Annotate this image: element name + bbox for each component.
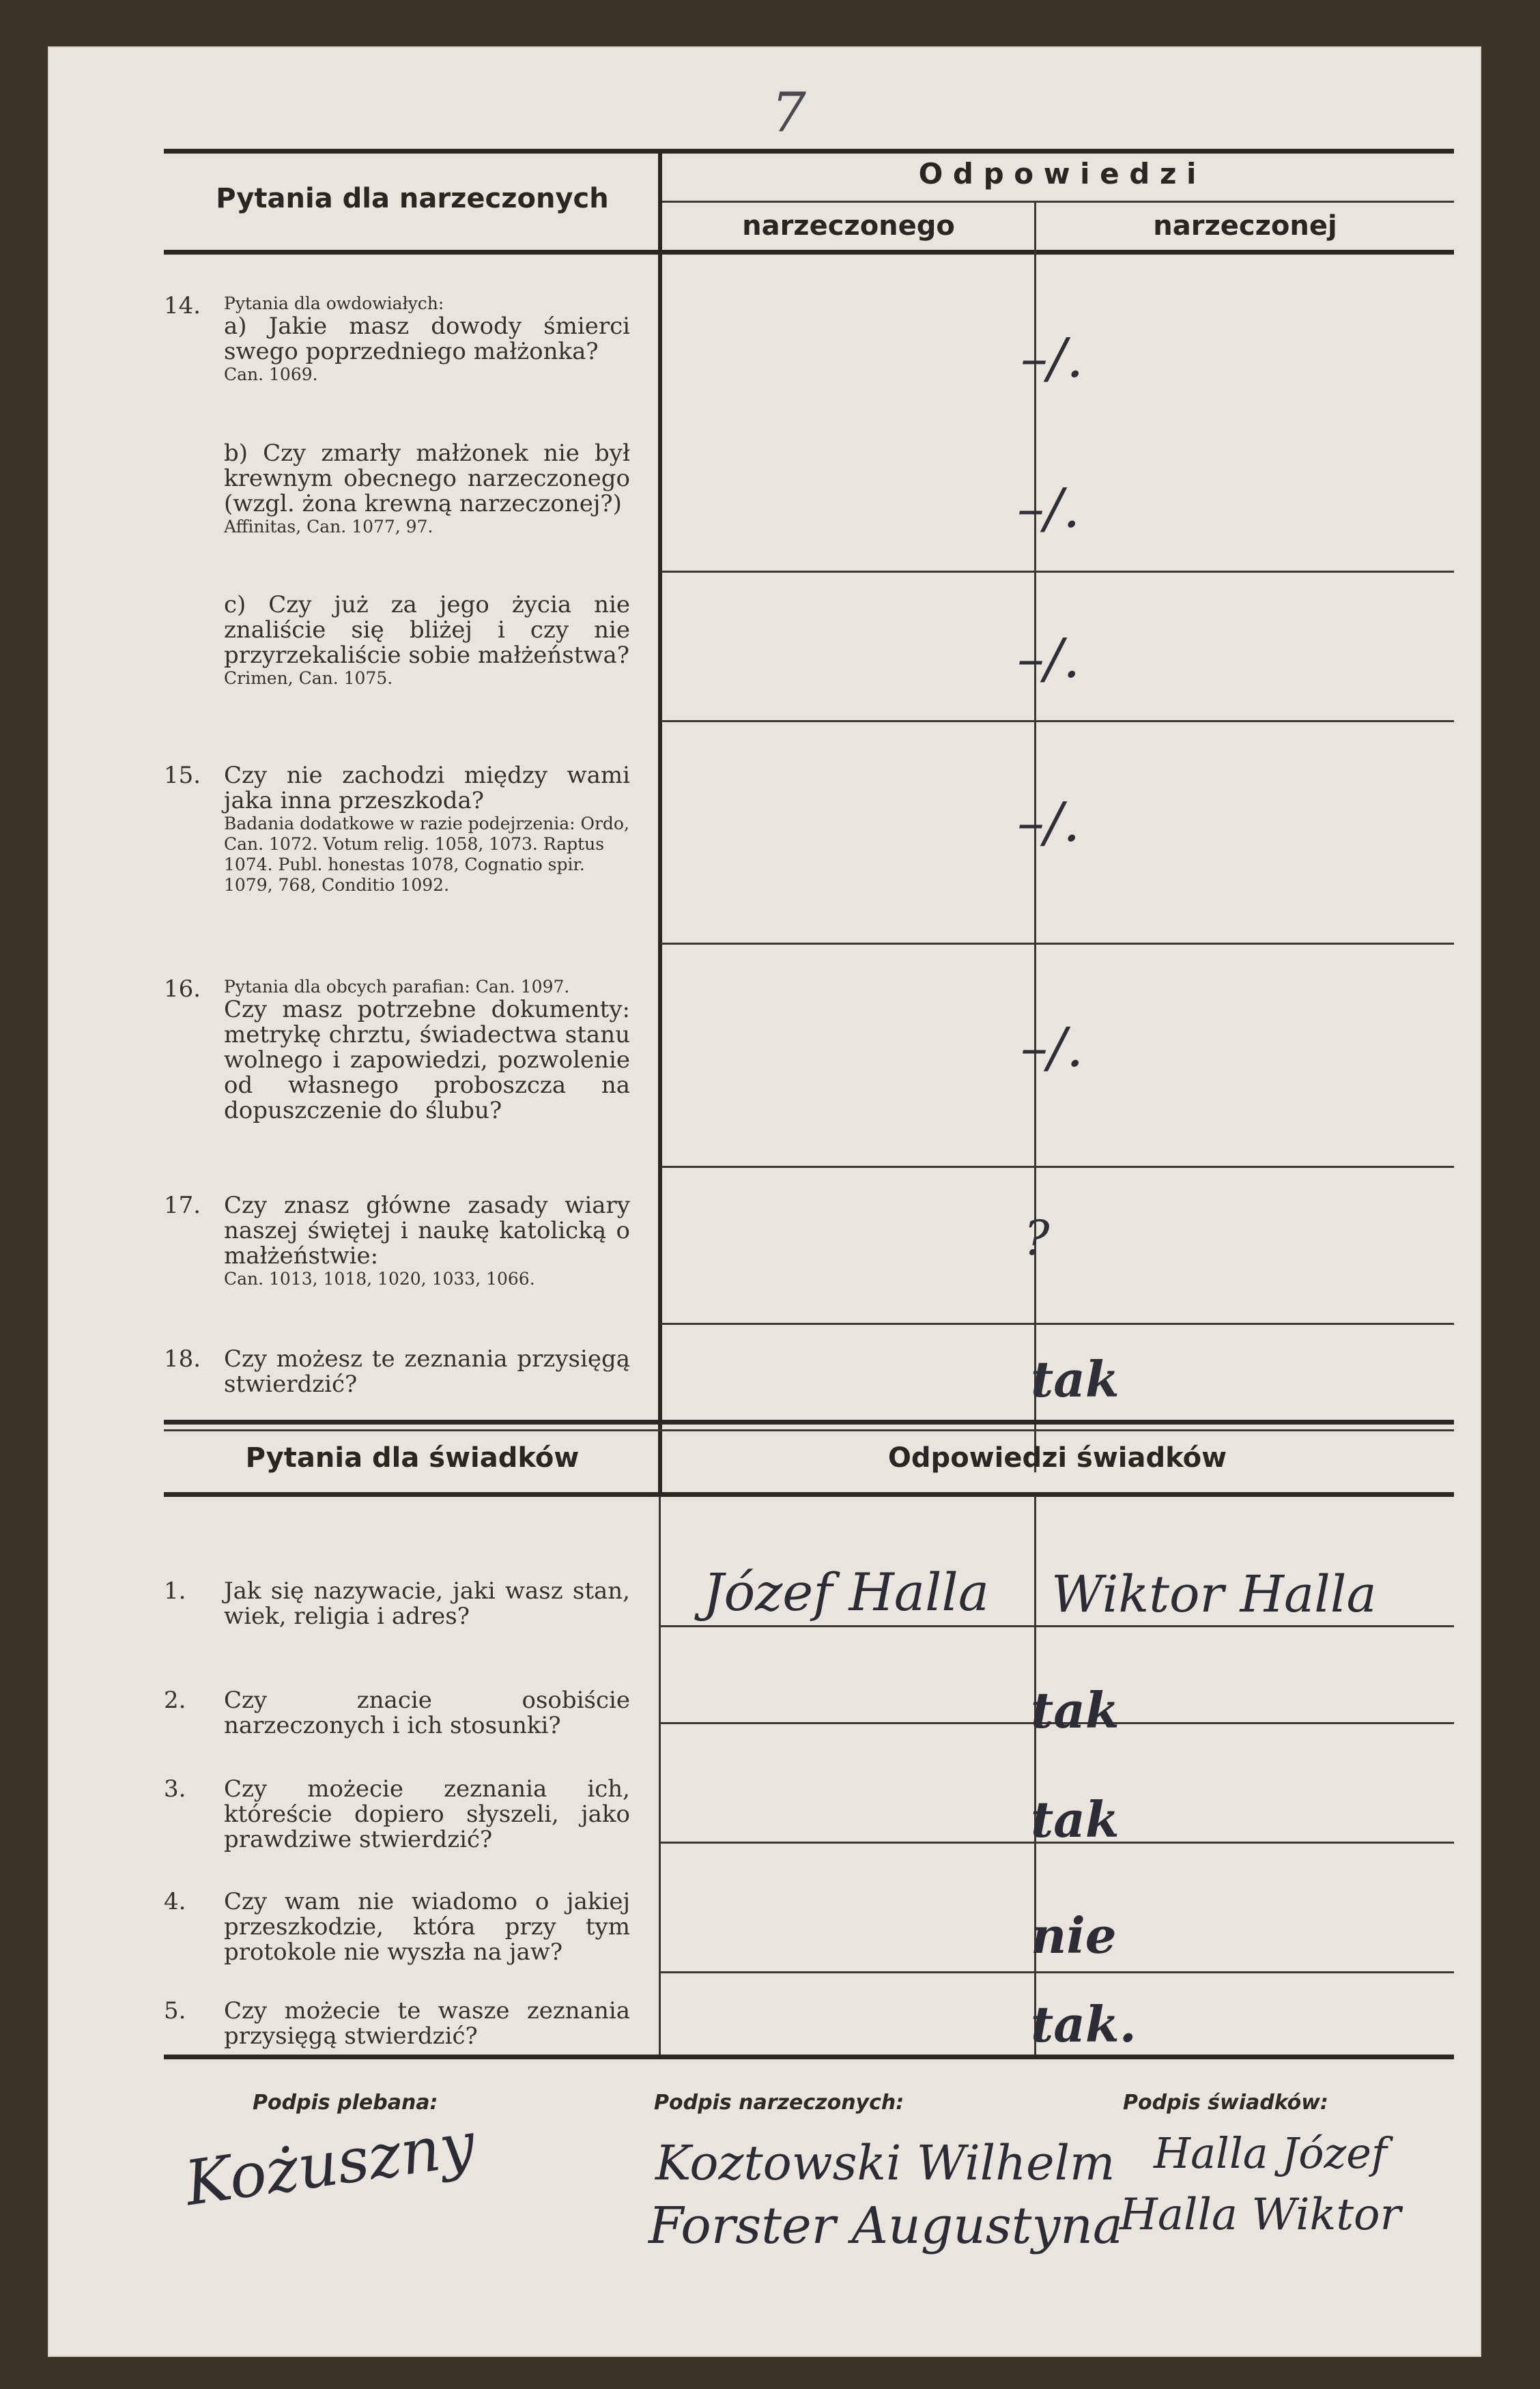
- question-number: 16.: [164, 975, 201, 1003]
- witness-answer-5: tak.: [1031, 1995, 1137, 2053]
- question-number: 2.: [164, 1687, 186, 1714]
- question-canon: Affinitas, Can. 1077, 97.: [224, 517, 433, 537]
- question-18: [164, 1345, 630, 1398]
- witness-bottom-rule: [164, 2055, 1454, 2059]
- main-column-divider-witness-body: [659, 1496, 661, 2059]
- main-column-divider-top: [658, 153, 662, 1477]
- question-canon: Can. 1069.: [224, 364, 318, 384]
- question-text: Czy możesz te zeznania przysięgą stwierdzić?: [224, 1345, 630, 1398]
- question-text: a) Jakie masz dowody śmierci swego poprzedniego małżonka?: [224, 313, 630, 365]
- witness-question-5: [164, 1997, 630, 2050]
- witness-question-2: [164, 1687, 630, 1739]
- question-14b: [224, 441, 630, 537]
- witness-questions-title: Pytania dla świadków: [245, 1442, 580, 1474]
- question-note: Pytania dla obcych parafian: Can. 1097.: [224, 977, 570, 997]
- witness-answer-3: tak: [1031, 1790, 1120, 1848]
- header-top-rule: [164, 149, 1454, 154]
- witness-question-4: [164, 1888, 630, 1966]
- question-text: Jak się nazywacie, jaki wasz stan, wiek, religia i adres?: [224, 1577, 630, 1630]
- witness-top-rule-2: [164, 1429, 1454, 1431]
- header-bottom-rule: [164, 250, 1454, 255]
- witness-signature-label: Podpis świadków:: [1123, 2091, 1328, 2115]
- question-text: Czy możecie zeznania ich, któreście dopiero słyszeli, jako prawdziwe stwierdzić?: [224, 1775, 630, 1853]
- answer-18: tak: [1031, 1350, 1120, 1408]
- question-text: Czy możecie te wasze zeznania przysięgą stwierdzić?: [224, 1997, 630, 2050]
- witness-top-rule: [164, 1420, 1454, 1425]
- witness-question-3: [164, 1775, 630, 1853]
- couple-signature-label: Podpis narzeczonych:: [654, 2091, 904, 2115]
- witness-answer-1-right: Wiktor Halla: [1051, 1565, 1377, 1624]
- couple-signature-1: Koztowski Wilhelm: [655, 2135, 1115, 2191]
- question-number: 14.: [164, 292, 201, 319]
- priest-signature: Kożuszny: [180, 2108, 480, 2220]
- row-sep: [661, 943, 1454, 945]
- question-text: Czy nie zachodzi między wami jaka inna przeszkoda?: [224, 762, 630, 814]
- document-page: [48, 46, 1481, 2357]
- question-text: b) Czy zmarły małżonek nie był krewnym obecnego narzeczonego (wzgl. żona krewną narzeczonej?): [224, 440, 630, 517]
- question-text: Czy wam nie wiadomo o jakiej przeszkodzie, która przy tym protokole nie wyszła na jaw?: [224, 1888, 630, 1966]
- answers-sub-rule: [661, 201, 1454, 203]
- witness-signature-1: Halla Józef: [1154, 2128, 1387, 2178]
- header-groom: narzeczonego: [742, 210, 955, 242]
- header-answers-title: O d p o w i e d z i: [918, 157, 1197, 190]
- question-number: 15.: [164, 762, 201, 789]
- question-text: Czy znasz główne zasady wiary naszej świętej i naukę katolicką o małżeństwie:: [224, 1192, 630, 1270]
- answer-14a: –/.: [1021, 326, 1084, 390]
- question-number: 18.: [164, 1345, 201, 1373]
- question-canon: Crimen, Can. 1075.: [224, 668, 393, 688]
- witness-answer-2: tak: [1031, 1681, 1120, 1739]
- question-number: 1.: [164, 1577, 186, 1605]
- couple-signature-2: Forster Augustyna: [648, 2197, 1124, 2255]
- answer-15: –/.: [1017, 790, 1081, 854]
- question-number: 4.: [164, 1888, 186, 1915]
- answer-17: ?: [1024, 1210, 1050, 1266]
- answer-14c: –/.: [1017, 627, 1081, 690]
- witness-answers-title: Odpowiedzi świadków: [887, 1442, 1227, 1474]
- question-number: 17.: [164, 1192, 201, 1219]
- row-sep: [661, 1166, 1454, 1168]
- witness-header-bottom-rule: [164, 1492, 1454, 1497]
- question-canon: Badania dodatkowe w razie podejrzenia: Ordo, Can. 1072. Votum relig. 1058, 1073. Raptus 1074. Publ. honestas 1078, Cognatio spir. 1079, 768, Conditio 1092.: [224, 814, 629, 895]
- witness-row-sep: [661, 1971, 1454, 1973]
- row-sep: [661, 1323, 1454, 1325]
- row-sep: [661, 720, 1454, 722]
- question-16: [164, 975, 630, 1124]
- witness-answer-4: nie: [1031, 1906, 1117, 1964]
- header-bride: narzeczonej: [1153, 210, 1337, 242]
- question-text: Czy znacie osobiście narzeczonych i ich stosunki?: [224, 1687, 630, 1739]
- question-14a: [164, 292, 630, 385]
- question-number: 3.: [164, 1775, 186, 1803]
- question-text: Czy masz potrzebne dokumenty: metrykę chrztu, świadectwa stanu wolnego i zapowiedzi, pozwolenie od własnego proboszcza na dopuszczenie do ślubu?: [224, 996, 630, 1124]
- question-text: c) Czy już za jego życia nie znaliście się bliżej i czy nie przyrzekaliście sobie małżeństwa?: [224, 591, 630, 669]
- question-number: 5.: [164, 1997, 186, 2025]
- question-17: [164, 1192, 630, 1289]
- page-number: 7: [771, 81, 806, 144]
- row-sep: [661, 571, 1454, 573]
- question-canon: Can. 1013, 1018, 1020, 1033, 1066.: [224, 1269, 535, 1289]
- question-note: Pytania dla owdowiałych:: [224, 294, 444, 313]
- question-15: [164, 762, 630, 896]
- priest-signature-label: Podpis plebana:: [253, 2091, 438, 2115]
- answer-column-divider-witness: [1034, 1496, 1036, 2059]
- witness-row-sep: [661, 1625, 1454, 1627]
- witness-signature-2: Halla Wiktor: [1120, 2190, 1401, 2240]
- witness-answer-1-left: Józef Halla: [703, 1562, 990, 1622]
- header-questions-title: Pytania dla narzeczonych: [216, 183, 609, 214]
- witness-question-1: [164, 1577, 630, 1630]
- main-column-divider-witness: [658, 1433, 662, 1493]
- answer-16: –/.: [1021, 1016, 1084, 1079]
- answer-14b: –/.: [1017, 476, 1081, 540]
- question-14c: [224, 592, 630, 689]
